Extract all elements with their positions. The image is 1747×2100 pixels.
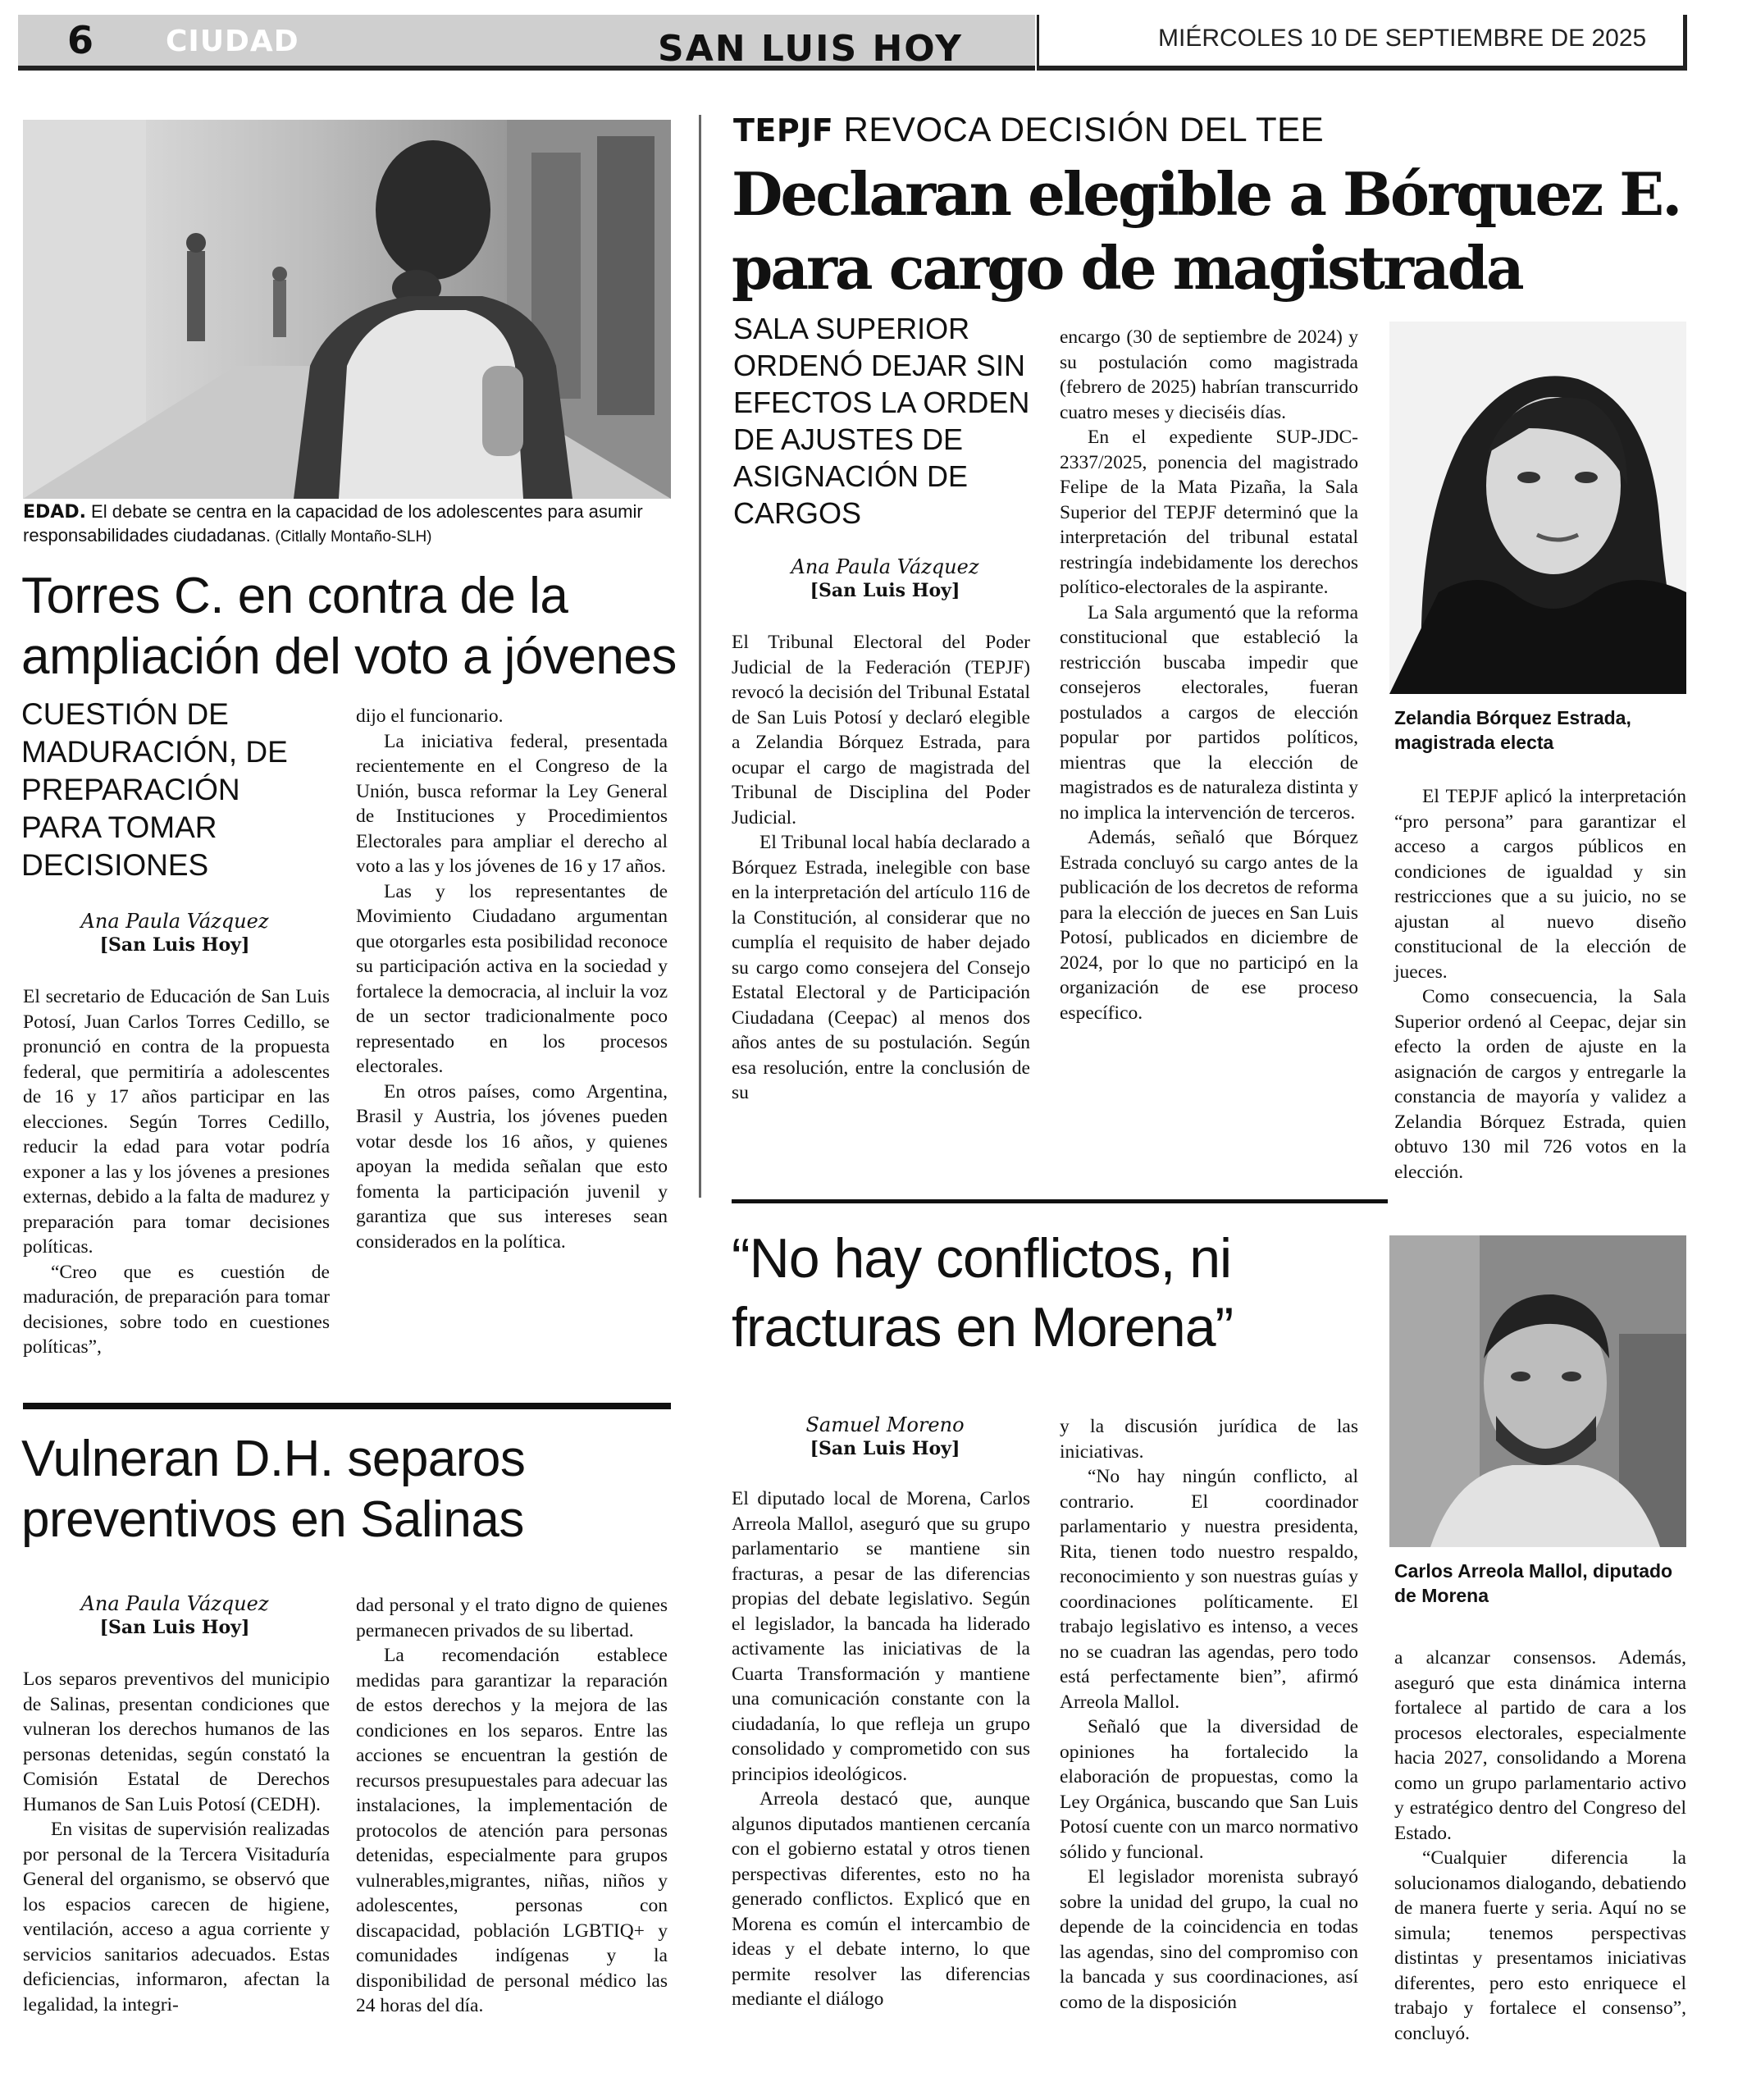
story2-outlet: [San Luis Hoy]	[99, 1617, 250, 1638]
photo-credit: (Citlally Montaño-SLH)	[271, 528, 432, 546]
story4-column-1	[732, 1486, 1030, 2012]
paragraph: dijo el funcionario.	[356, 705, 504, 727]
story2-column-2	[356, 1593, 668, 2019]
caption-lead: EDAD.	[23, 502, 86, 523]
story3-kicker	[733, 110, 1685, 149]
paragraph: Arreola destacó que, aunque algunos diputados mantienen cercanía con el gobierno estatal y otros tienen perspectivas diferentes, esto no ha generado conflictos. Explicó que en Morena es común el intercambio de ideas y el debate interno, lo que permite resolver las diferencias mediante el diálogo	[732, 1788, 1030, 2010]
portrait-image	[1389, 1235, 1686, 1547]
story1-column-1	[23, 984, 330, 1360]
paragraph: Además, señaló que Bórquez Estrada concluyó su cargo antes de la publicación de los decretos de reforma para la elección de jueces en San Luis Potosí, publicados en diciembre de 2024, por lo que no participó en la organización de ese proceso específico.	[1060, 827, 1358, 1024]
paragraph: La iniciativa federal, presentada recientemente en el Congreso de la Unión, busca reformar la Ley General de Instituciones y Procedimientos Electorales para ampliar el derecho al voto a las y los jóvenes de 16 y 17 años.	[356, 730, 668, 877]
header-bottom-rule	[1039, 66, 1687, 71]
story1-subhead: CUESTIÓN DE MADURACIÓN, DE PREPARACIÓN PARA TOMAR DECISIONES	[21, 697, 288, 882]
story1-author: Ana Paula Vázquez	[80, 910, 269, 933]
student-backpack-photo	[23, 120, 671, 499]
borquez-portrait-photo	[1389, 322, 1686, 694]
story1-headline: Torres C. en contra de la ampliación del voto a jóvenes	[21, 568, 677, 685]
paragraph: El legislador morenista subrayó sobre la unidad del grupo, la cual no depende de la coincidencia en todas las agendas, sino del compromiso con la bancada y sus coordinaciones, así como de la disposición	[1060, 1866, 1358, 2013]
arreola-portrait-photo	[1389, 1235, 1686, 1547]
paragraph: y la discusión jurídica de las iniciativas.	[1060, 1416, 1358, 1463]
header-right-rule	[1683, 15, 1687, 71]
story3-subhead: SALA SUPERIOR ORDENÓ DEJAR SIN EFECTOS LA ORDEN DE AJUSTES DE ASIGNACIÓN DE CARGOS	[733, 312, 1030, 530]
story4-headline: “No hay conflictos, ni fracturas en Morena”	[732, 1227, 1234, 1358]
paragraph: El Tribunal Electoral del Poder Judicial de la Federación (TEPJF) revocó la decisión del Tribunal Estatal de San Luis Potosí y declaró elegible a Zelandia Bórquez Estrada, para ocupar el cargo de magistrada del Tribunal de Disciplina del Poder Judicial.	[732, 632, 1030, 829]
paragraph: El diputado local de Morena, Carlos Arreola Mallol, aseguró que su grupo parlamentario se mantiene sin fracturas, a pesar de las diferencias propias del debate legislativo. Según el legislador, la bancada ha liderado activamente las iniciativas de la Cuarta Transformación y mantiene una comunicación constante con la ciudadanía, lo que refleja un grupo consolidado y comprometido con sus principios ideológicos.	[732, 1488, 1030, 1785]
caption-text: El debate se centra en la capacidad de los adolescentes para asumir responsabilidades ciudadanas.	[23, 501, 643, 546]
paragraph: Señaló que la diversidad de opiniones ha fortalecido la elaboración de propuestas, como la Ley Orgánica, buscando que San Luis Potosí cuente con un marco normativo sólido y funcional.	[1060, 1716, 1358, 1863]
paragraph: En el expediente SUP-JDC-2337/2025, ponencia del magistrado Felipe de la Mata Pizaña, la Sala Superior del TEPJF determinó que la interpretación del tribunal estatal restringía indebidamente los derechos político-electorales de la aspirante.	[1060, 427, 1358, 598]
kicker-bold: TEPJF	[733, 112, 834, 148]
arreola-photo-caption: Carlos Arreola Mallol, diputado de Morena	[1394, 1560, 1673, 1606]
paragraph: Las y los representantes de Movimiento Ciudadano argumentan que otorgarles esta posibilidad reconoce su participación activa en la sociedad y fortalece la democracia, al incluir la voz de un sector tradicionalmente poco representado en los procesos electorales.	[356, 880, 668, 1077]
story3-column-3	[1394, 784, 1686, 1185]
page-header	[18, 15, 1691, 69]
paragraph: Como consecuencia, la Sala Superior ordenó al Ceepac, dejar sin efecto la orden de ajuste en la asignación de cargos y entregarle la constancia de mayoría y validez a Zelandia Bórquez Estrada, quien obtuvo 130 mil 726 votos en la elección.	[1394, 986, 1686, 1183]
student-backpack-image	[23, 120, 671, 499]
story4-outlet: [San Luis Hoy]	[810, 1438, 960, 1459]
story4-top-rule	[732, 1199, 1388, 1203]
newspaper-name: SAN LUIS HOY	[658, 28, 963, 70]
borquez-photo-caption: Zelandia Bórquez Estrada, magistrada electa	[1394, 707, 1631, 753]
story2-author: Ana Paula Vázquez	[80, 1592, 269, 1615]
paragraph: dad personal y el trato digno de quienes permanecen privados de su libertad.	[356, 1595, 668, 1641]
page-number: 6	[67, 18, 94, 62]
paragraph: En otros países, como Argentina, Brasil y Austria, los jóvenes pueden votar desde los 16 años, y quienes apoyan la medida señalan que esto fomenta la participación juvenil y garantiza que sus intereses sean considerados en la política.	[356, 1080, 668, 1253]
paragraph: En visitas de supervisión realizadas por personal de la Tercera Visitaduría General del organismo, se observó que los espacios carecen de higiene, ventilación, acceso a agua corriente y servicios sanitarios adecuados. Estas deficiencias, informaron, afectan la legalidad, la integri-	[23, 1819, 330, 2016]
paragraph: El Tribunal local había declarado a Bórquez Estrada, inelegible con base en la interpretación del artículo 116 de la Constitución, al considerar que no cumplía el requisito de haber dejado su cargo como consejera del Consejo Estatal Electoral y de Participación Ciudadana (Ceepac) al menos dos años antes de su postulación. Según esa resolución, entre la conclusión de su	[732, 832, 1030, 1103]
story3-column-1	[732, 630, 1030, 1106]
photo-caption	[23, 500, 679, 549]
story4-column-2	[1060, 1414, 1358, 2015]
story4-column-3	[1394, 1646, 1686, 2046]
issue-date: MIÉRCOLES 10 DE SEPTIEMBRE DE 2025	[1158, 25, 1647, 52]
story2-headline: Vulneran D.H. separos preventivos en Salinas	[21, 1431, 526, 1548]
story1-column-2	[356, 704, 668, 1254]
story3-author: Ana Paula Vázquez	[791, 555, 979, 578]
paragraph: El secretario de Educación de San Luis Potosí, Juan Carlos Torres Cedillo, se pronunció en contra de la propuesta federal, que permitiría a adolescentes de 16 y 17 años participar en las elecciones. Según Torres Cedillo, reducir la edad para votar podría exponer a las y los jóvenes a presiones externas, debido a la falta de madurez y preparación para tomar decisiones políticas.	[23, 986, 330, 1258]
header-divider	[1037, 15, 1039, 71]
paragraph: a alcanzar consensos. Además, aseguró que esta dinámica interna fortalece al partido de cara a los procesos electorales, especialmente hacia 2027, consolidando a Morena como un grupo parlamentario activo y estratégico dentro del Congreso del Estado.	[1394, 1647, 1686, 1844]
portrait-image	[1389, 322, 1686, 694]
paragraph: La recomendación establece medidas para garantizar la reparación de estos derechos y la mejora de las condiciones en los separos. Entre las acciones se encuentran la gestión de recursos presupuestales para adecuar las instalaciones, la implementación de protocolos de atención para personas detenidas, especialmente para grupos vulnerables,migrantes, niñas, niños y adolescentes, personas con discapacidad, población LGBTIQ+ y comunidades indígenas y la disponibilidad de personal médico las 24 horas del día.	[356, 1645, 668, 2016]
paragraph: El TEPJF aplicó la interpretación “pro persona” para garantizar el acceso a cargos públicos en condiciones de igualdad y sin restricciones que a su juicio, no se ajustan al nuevo diseño constitucional de la elección de jueces.	[1394, 786, 1686, 983]
story2-column-1	[23, 1667, 330, 2017]
paragraph: encargo (30 de septiembre de 2024) y su postulación como magistrada (febrero de 2025) habrían transcurrido cuatro meses y dieciséis días.	[1060, 326, 1358, 423]
story4-author: Samuel Moreno	[805, 1413, 965, 1436]
story3-outlet: [San Luis Hoy]	[810, 580, 960, 601]
page-column-divider	[699, 115, 701, 1198]
paragraph: “Cualquier diferencia la solucionamos dialogando, debatiendo de manera fuerte y seria. Aquí no se simula; tenemos perspectivas distintas y presentamos iniciativas diferentes, pero esto enriquece el trabajo y fortalece el consenso”, concluyó.	[1394, 1847, 1686, 2044]
paragraph: La Sala argumentó que la reforma constitucional que estableció la restricción buscaba impedir que consejeros electorales, fueran postulados a cargos de elección popular por partidos políticos, mientras que la elección de magistrados es de naturaleza distinta y no implica la intervención de terceros.	[1060, 601, 1358, 824]
section-name: CIUDAD	[166, 25, 299, 58]
story1-outlet: [San Luis Hoy]	[99, 934, 250, 956]
paragraph: “Creo que es cuestión de maduración, de preparación para tomar decisiones, sobre todo en cuestiones políticas”,	[23, 1261, 330, 1358]
story3-column-2	[1060, 325, 1358, 1025]
story2-top-rule	[23, 1403, 671, 1409]
story3-headline: Declaran elegible a Bórquez E. para cargo de magistrada	[732, 159, 1681, 303]
paragraph: “No hay ningún conflicto, al contrario. El coordinador parlamentario y nuestra presidenta, Rita, tienen todo nuestro respaldo, reconocimiento y son nuestras guías y coordinaciones políticamente. El trabajo legislativo es intenso, a veces no se cuadran las agendas, pero todo está perfectamente bien”, afirmó Arreola Mallol.	[1060, 1466, 1358, 1713]
kicker-text: REVOCA DECISIÓN DEL TEE	[833, 110, 1325, 148]
paragraph: Los separos preventivos del municipio de Salinas, presentan condiciones que vulneran los derechos humanos de las personas detenidas, según constató la Comisión Estatal de Derechos Humanos de San Luis Potosí (CEDH).	[23, 1669, 330, 1815]
